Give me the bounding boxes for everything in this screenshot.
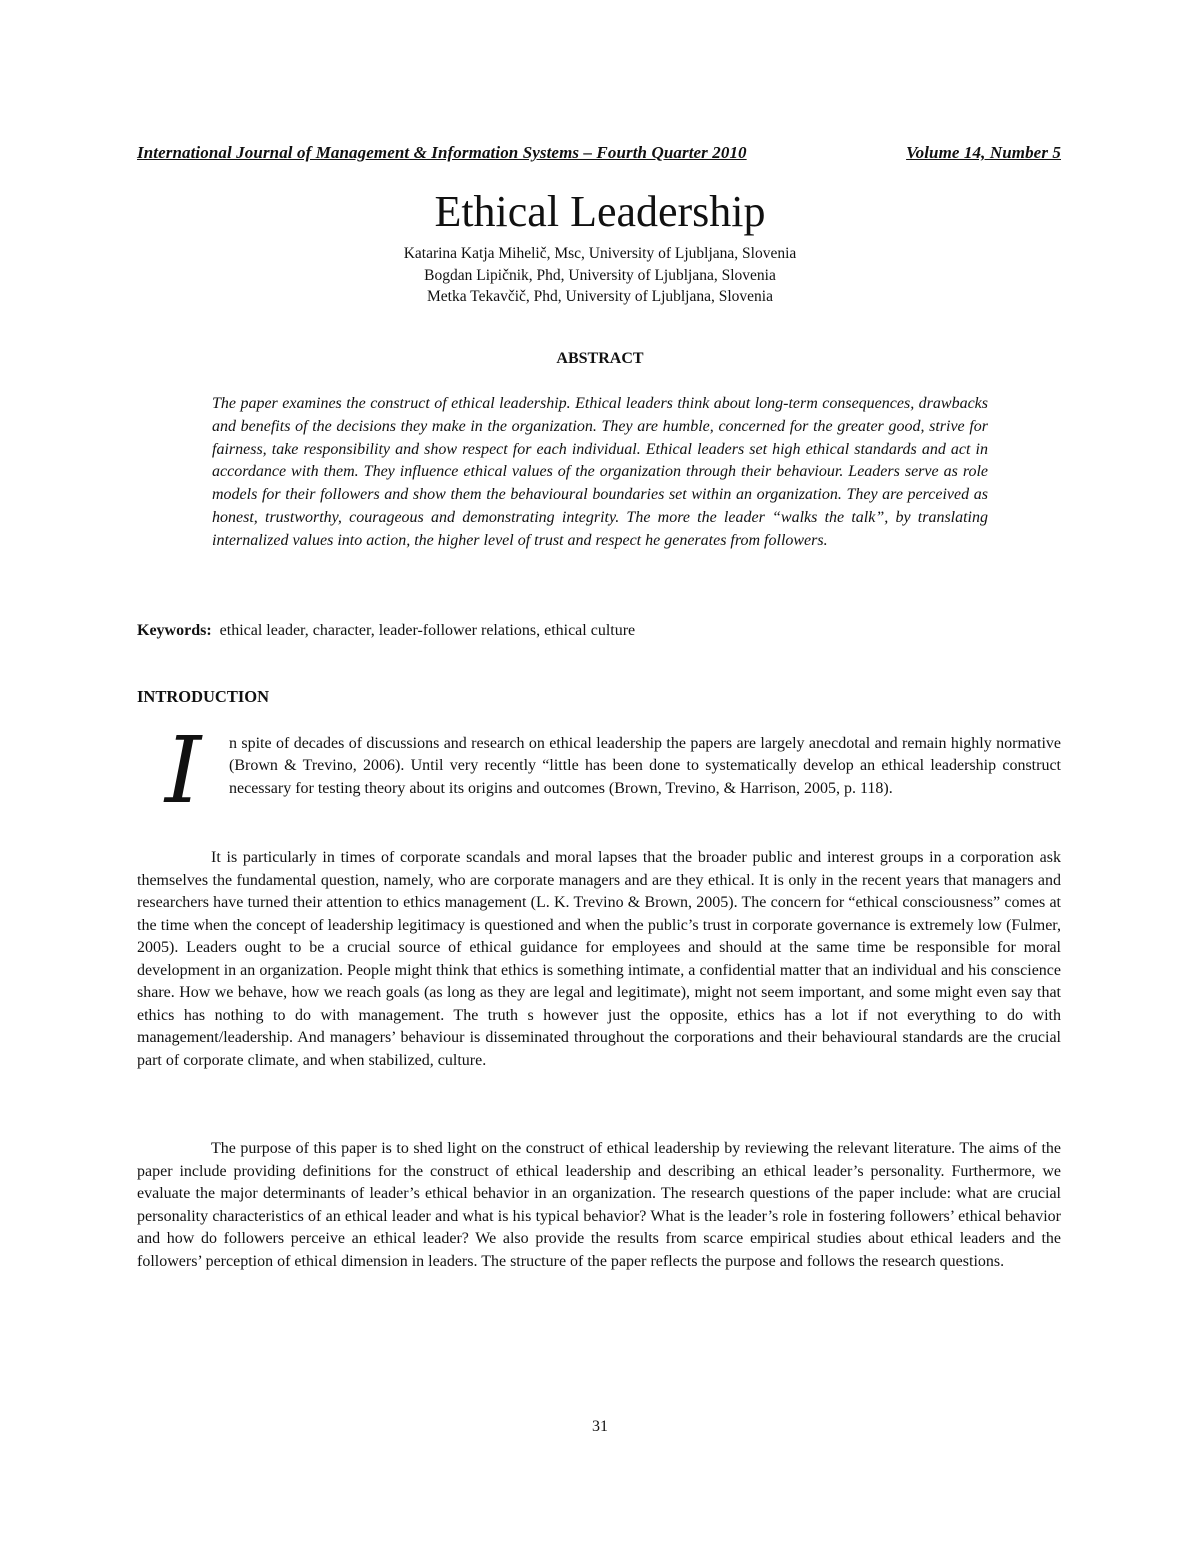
running-header: [137, 143, 1061, 163]
body-paragraph: It is particularly in times of corporate scandals and moral lapses that the broader public and interest groups in a corporation ask themselves the fundamental question, namely, who are corporate managers and are they ethical. It is only in the recent years that managers and researchers have turned their attention to ethics management (L. K. Trevino & Brown, 2005). The concern for “ethical consciousness” comes at the time when the concept of leadership legitimacy is questioned and when the public’s trust in corporate governance is extremely low (Fulmer, 2005). Leaders ought to be a crucial source of ethical guidance for employees and should at the same time be responsible for moral development in an organization. People might think that ethics is something intimate, a confidential matter that an individual and his conscience share. How we behave, how we reach goals (as long as they are legal and legitimate), might not seem important, and some might even say that ethics has nothing to do with management. The truth s however just the opposite, ethics has a lot if not everything to do with management/leadership. And managers’ behaviour is disseminated throughout the corporations and their behavioural standards are the crucial part of corporate climate, and when stabilized, culture.: [137, 849, 1061, 1069]
keywords-value: ethical leader, character, leader-follower relations, ethical culture: [219, 622, 636, 639]
journal-name: International Journal of Management & Information Systems – Fourth Quarter 2010: [137, 143, 747, 162]
author-1: Katarina Katja Mihelič, Msc, University of Ljubljana, Slovenia: [403, 245, 797, 262]
body-paragraph: The purpose of this paper is to shed light on the construct of ethical leadership by reviewing the relevant literature. The aims of the paper include providing definitions for the construct of ethical leadership and describing an ethical leader’s personality. Furthermore, we evaluate the major determinants of leader’s ethical behavior in an organization. The research questions of the paper include: what are crucial personality characteristics of an ethical leader and what is his typical behavior? What is the leader’s role in fostering followers’ ethical behavior and how do followers perceive an ethical leader? We also provide the results from scarce empirical studies about ethical leaders and the followers’ perception of ethical dimension in leaders. The structure of the paper reflects the purpose and follows the research questions.: [137, 1140, 1061, 1270]
drop-cap: I: [164, 717, 202, 824]
paper-title: Ethical Leadership: [434, 187, 766, 236]
abstract-heading: ABSTRACT: [556, 350, 644, 367]
author-2: Bogdan Lipičnik, Phd, University of Ljubljana, Slovenia: [424, 266, 776, 284]
keywords: [137, 622, 1037, 640]
introduction-first-paragraph: [137, 717, 1061, 824]
author-list: [0, 243, 1200, 308]
keywords-label: Keywords:: [137, 622, 212, 639]
first-paragraph-text: n spite of decades of discussions and research on ethical leadership the papers are largely anecdotal and remain highly normative (Brown & Trevino, 2006). Until very recently “little has been done to systematically develop an ethical leadership construct necessary for testing theory about its origins and outcomes (Brown, Trevino, & Harrison, 2005, p. 118).: [229, 735, 1061, 797]
volume-number: Volume 14, Number 5: [906, 143, 1061, 162]
section-heading-introduction: INTRODUCTION: [137, 687, 270, 706]
abstract-text: The paper examines the construct of ethical leadership. Ethical leaders think about long-term consequences, drawbacks and benefits of the decisions they make in the organization. They are humble, concerned for the greater good, strive for fairness, take responsibility and show respect for each individual. Ethical leaders set high ethical standards and act in accordance with them. They influence ethical values of the organization through their behaviour. Leaders serve as role models for their followers and show them the behavioural boundaries set within an organization. They are perceived as honest, trustworthy, courageous and demonstrating integrity. The more the leader “walks the talk”, by translating internalized values into action, the higher level of trust and respect he generates from followers.: [212, 395, 988, 549]
author-3: Metka Tekavčič, Phd, University of Ljubljana, Slovenia: [426, 288, 773, 305]
page-number: 31: [592, 1418, 608, 1435]
